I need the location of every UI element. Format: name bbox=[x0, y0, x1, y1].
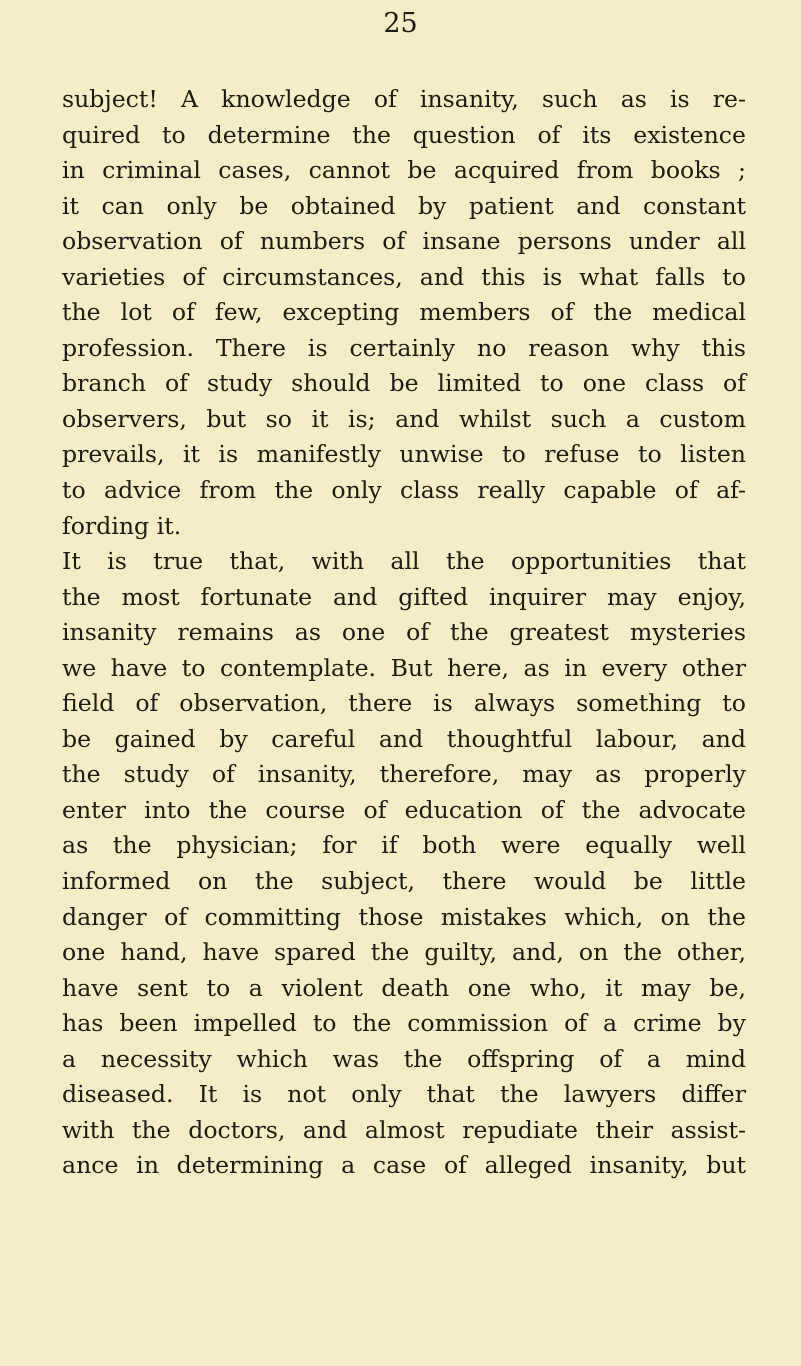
text-line: prevails, it is manifestly unwise to refuse to listen bbox=[62, 440, 746, 469]
text-line: ance in determining a case of alleged insanity, but bbox=[62, 1151, 746, 1180]
text-line: have sent to a violent death one who, it may be, bbox=[62, 973, 746, 1002]
text-line: we have to contemplate. But here, as in every other bbox=[62, 653, 746, 682]
text-line: the lot of few, excepting members of the medical bbox=[62, 298, 746, 327]
text-line: to advice from the only class really capable of af- bbox=[62, 476, 746, 505]
body-text bbox=[62, 82, 746, 1184]
text-line: profession. There is certainly no reason why this bbox=[62, 333, 746, 362]
text-line: insanity remains as one of the greatest mysteries bbox=[62, 618, 746, 647]
text-line: diseased. It is not only that the lawyers differ bbox=[62, 1080, 746, 1109]
page-number: 25 bbox=[383, 8, 418, 39]
text-line: quired to determine the question of its existence bbox=[62, 120, 746, 149]
text-line: informed on the subject, there would be little bbox=[62, 867, 746, 896]
text-line: varieties of circumstances, and this is what falls to bbox=[62, 262, 746, 291]
text-line: subject! A knowledge of insanity, such as is re- bbox=[62, 85, 746, 113]
text-line: one hand, have spared the guilty, and, on the other, bbox=[62, 938, 746, 967]
text-line: with the doctors, and almost repudiate their assist- bbox=[62, 1115, 746, 1144]
text-line: the most fortunate and gifted inquirer may enjoy, bbox=[62, 582, 746, 611]
text-line: be gained by careful and thoughtful labour, and bbox=[62, 724, 746, 753]
text-line: enter into the course of education of the advocate bbox=[62, 795, 746, 824]
text-line: branch of study should be limited to one class of bbox=[62, 369, 746, 398]
text-line: it can only be obtained by patient and constant bbox=[62, 191, 746, 220]
text-line: in criminal cases, cannot be acquired from books ; bbox=[62, 156, 746, 185]
text-line: field of observation, there is always something to bbox=[62, 689, 746, 718]
text-line: It is true that, with all the opportunities that bbox=[62, 547, 746, 576]
text-line: as the physician; for if both were equally well bbox=[62, 831, 746, 860]
text-line: danger of committing those mistakes which, on the bbox=[62, 902, 746, 931]
text-line: a necessity which was the offspring of a mind bbox=[62, 1044, 746, 1073]
text-line: observation of numbers of insane persons under all bbox=[62, 227, 746, 256]
text-line: the study of insanity, therefore, may as properly bbox=[62, 760, 746, 789]
text-line: fording it. bbox=[62, 511, 182, 540]
text-line: has been impelled to the commission of a crime by bbox=[62, 1009, 746, 1038]
text-line: observers, but so it is; and whilst such a custom bbox=[62, 404, 746, 433]
